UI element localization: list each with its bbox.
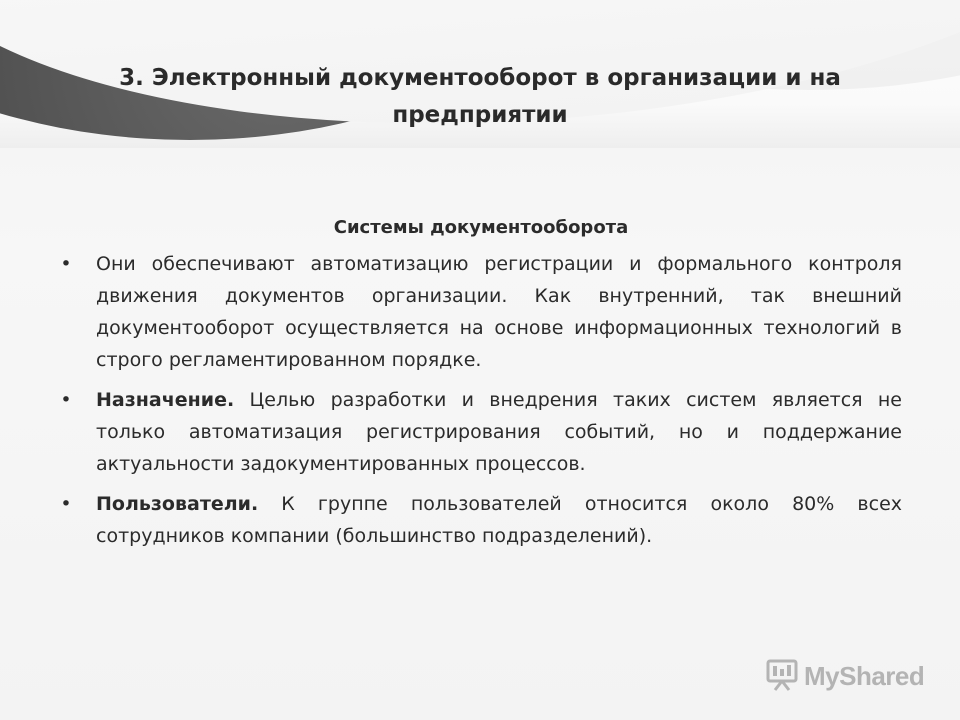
slide-title: 3. Электронный документооборот в организации и на предприятии: [119, 65, 841, 128]
bullet-item-1: [60, 248, 902, 376]
bullet-list: [60, 248, 902, 552]
bullet-dot: •: [60, 389, 72, 411]
bullet-text: Они обеспечивают автоматизацию регистрации и формального контроля движения документов организации. Как внутренний, так внешний документооборот осуществляется на основе информационных технологий в строго регламентированном порядке.: [96, 253, 902, 371]
presentation-board-icon: [766, 657, 798, 695]
slide-content: [60, 212, 902, 560]
bullet-lead: Назначение.: [96, 389, 235, 411]
bullet-item-2: [60, 384, 902, 480]
bullet-item-3: [60, 488, 902, 552]
bullet-text: Целью разработки и внедрения таких систем является не только автоматизация регистрирования событий, но и поддержание актуальности задокументированных процессов.: [96, 389, 902, 475]
bullet-text: К группе пользователей относится около 80% всех сотрудников компании (большинство подразделений).: [96, 493, 902, 547]
bullet-dot: •: [60, 493, 72, 515]
slide-subtitle: Системы документооборота: [333, 217, 629, 238]
watermark-text: MyShared: [804, 660, 925, 691]
watermark-logo: [766, 656, 924, 696]
bullet-dot: •: [60, 253, 72, 275]
bullet-lead: Пользователи.: [96, 493, 259, 515]
